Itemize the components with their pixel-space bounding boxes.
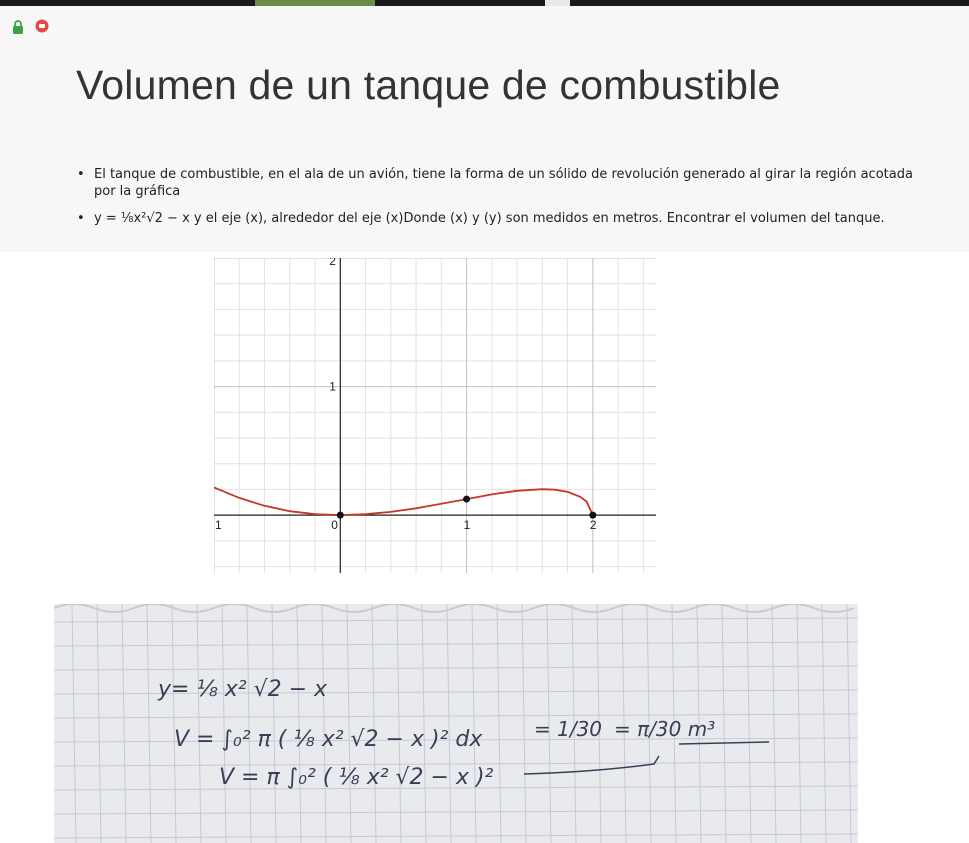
notebook-grid-line [722,604,726,843]
notebook-grid-line [822,604,826,843]
handwritten-notes [54,604,858,843]
notebook-grid-line [147,604,151,843]
notebook-grid-line [472,604,476,843]
bullet-list [74,166,934,237]
notebook-grid-line [54,642,858,646]
notebook-grid-line [172,604,176,843]
notebook-grid-line [322,604,326,843]
notebook-grid-line [54,618,858,622]
notebook-grid-line [72,604,76,843]
arrow-stroke [524,756,659,774]
y-tick-label: 1 [329,379,336,394]
x-tick-label: 0 [331,518,338,533]
notebook-grid-line [54,810,858,814]
note-result-1: = 1/30 [534,717,603,741]
notebook-grid-line [197,604,201,843]
notebook-grid-line [397,604,401,843]
bullet-text: El tanque de combustible, en el ala de un avión, tiene la forma de un sólido de revolución generado al girar la región acotada por la gráfica [94,167,913,199]
notebook-grid-line [297,604,301,843]
notebook-grid-line [272,604,276,843]
notebook-grid [54,604,858,843]
bullet-item [74,166,934,200]
note-line-1: y= ⅛ x² √2 − x [158,677,328,702]
bullet-item [74,210,934,227]
notebook-grid-line [54,666,858,670]
notebook-grid-line [222,604,226,843]
x-tick-label: 2 [589,518,597,533]
notebook-binding [54,604,854,612]
note-line-2: V = ∫₀² π ( ⅛ x² √2 − x )² dx [174,727,483,752]
presentation-slide [0,6,969,252]
note-line-3: V = π ∫₀² ( ⅛ x² √2 − x )² [219,765,494,790]
notebook-grid-line [247,604,251,843]
record-icon[interactable] [35,19,49,33]
notebook-grid-line [422,604,426,843]
graph-point [463,496,470,503]
bullet-text: y = ⅛x²√2 − x y el eje (x), alrededor del eje (x)Donde (x) y (y) son medidos en metros. Encontrar el volumen del tanque. [94,211,885,226]
notebook-grid-line [54,714,858,718]
function-graph [214,258,656,573]
notebook-grid-line [122,604,126,843]
notebook-grid-line [497,604,501,843]
notebook-paper [54,604,858,843]
notebook-grid-line [97,604,101,843]
notebook-grid-line [847,604,851,843]
x-tick-label: 1 [463,518,471,533]
y-tick-label: 2 [329,258,336,268]
notebook-grid-line [54,834,858,838]
graph-canvas [214,258,656,573]
bullet-marker: • [77,211,85,226]
bullet-marker: • [77,167,85,182]
notebook-grid-line [797,604,801,843]
note-result-2: = π/30 m³ [614,717,716,741]
x-tick-label: 1 [215,518,222,533]
notebook-grid-line [372,604,376,843]
notebook-grid-line [347,604,351,843]
notebook-grid-line [447,604,451,843]
function-curve [214,487,593,515]
notebook-grid-line [772,604,776,843]
lock-icon[interactable] [12,20,24,34]
notebook-grid-line [747,604,751,843]
slide-title: Volumen de un tanque de combustible [76,62,781,108]
notebook-grid-line [522,604,526,843]
result-underline [679,742,769,744]
